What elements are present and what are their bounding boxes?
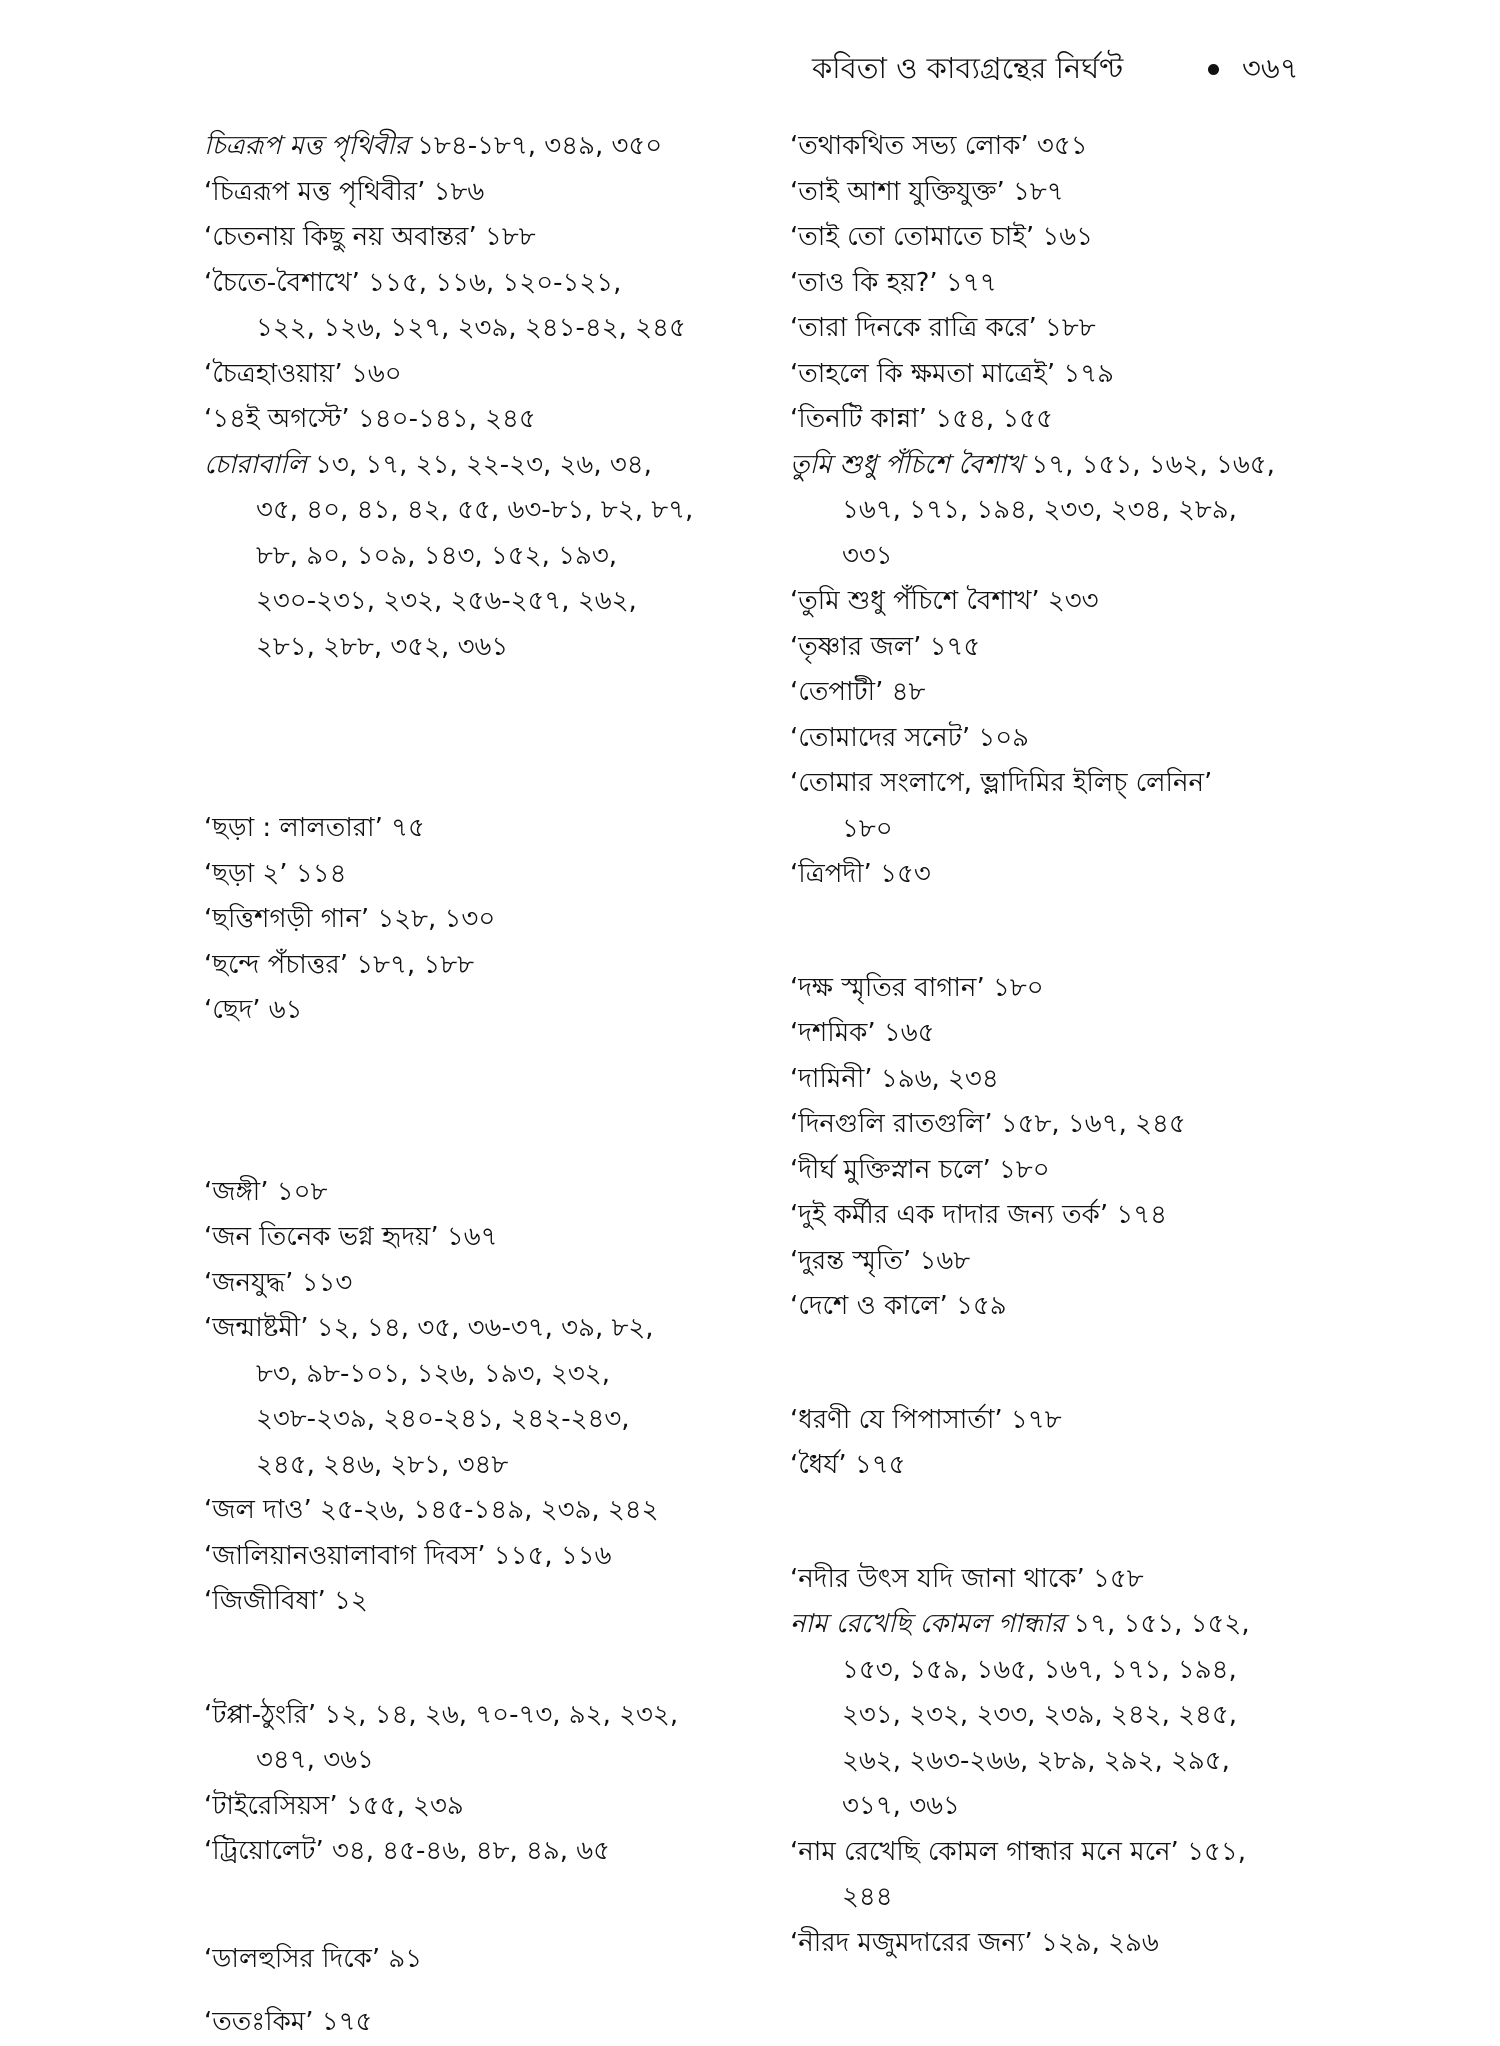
entry-title: ‘তোমার সংলাপে, ভ্লাদিমির ইলিচ্‌ লেনিন’ xyxy=(790,768,1213,798)
section-gap xyxy=(204,1982,764,2000)
entry-pages: ১৭৫ xyxy=(921,631,981,662)
entry-title: ‘টপ্পা-ঠুংরি’ xyxy=(204,1699,317,1730)
index-column-right xyxy=(790,124,1350,1966)
entry-title: ‘ছত্তিশগড়ী গান’ xyxy=(204,904,370,934)
entry-pages: ১৭৯ xyxy=(1055,358,1115,389)
index-entry xyxy=(204,443,764,671)
entry-continuation: ৮৮, ৯০, ১০৯, ১৪৩, ১৫২, ১৯৩, xyxy=(256,540,618,571)
entry-title: ‘জনযুদ্ধ’ xyxy=(204,1267,294,1298)
entry-continuation: ১৮০ xyxy=(842,813,893,844)
entry-pages: ১৫৪, ১৫৫ xyxy=(926,404,1054,434)
entry-pages: ১৭৫ xyxy=(846,1450,906,1480)
entry-title: ‘ত্রিপদী’ xyxy=(790,859,872,889)
section-gap xyxy=(790,1330,1350,1398)
entry-pages: ১২, ১৪, ৩৫, ৩৬-৩৭, ৩৯, ৮২, xyxy=(308,1313,654,1343)
entry-title: ‘দিনগুলি রাতগুলি’ xyxy=(790,1109,993,1139)
entry-title: ‘তাহলে কি ক্ষমতা মাত্রেই’ xyxy=(790,358,1056,389)
entry-title: ‘তথাকথিত সভ্য লোক’ xyxy=(790,131,1029,161)
entry-title: ‘ধৈর্য’ xyxy=(790,1450,847,1480)
entry-pages: ১১৪ xyxy=(287,858,347,889)
entry-title: ‘ছড়া : লালতারা’ xyxy=(204,813,383,843)
index-entry xyxy=(204,1306,764,1488)
bullet-separator xyxy=(1208,64,1219,75)
entry-pages: ২৩৩ xyxy=(1039,586,1099,616)
index-entry xyxy=(790,1443,1350,1489)
entry-continuation: ৩৪৭, ৩৬১ xyxy=(256,1745,374,1775)
index-entry xyxy=(790,852,1350,898)
section-gap xyxy=(204,670,764,738)
entry-pages: ১৬০ xyxy=(342,358,402,389)
entry-title: ‘তাও কি হয়?’ xyxy=(790,267,938,298)
entry-title: চিত্ররূপ মত্ত পৃথিবীর xyxy=(204,131,409,161)
entry-title: ‘তাই তো তোমাতে চাই’ xyxy=(790,222,1035,252)
entry-title: ‘দশমিক’ xyxy=(790,1018,876,1048)
index-entry xyxy=(204,1579,764,1625)
entry-continuation: ১৬৭, ১৭১, ১৯৪, ২৩৩, ২৩৪, ২৮৯, xyxy=(842,495,1237,525)
entry-pages: ১২ xyxy=(325,1586,368,1616)
index-entry xyxy=(204,1170,764,1216)
index-entry xyxy=(204,1693,764,1784)
running-header xyxy=(790,46,1330,90)
entry-title: ‘ছন্দে পঁচাত্তর’ xyxy=(204,949,348,980)
section-gap xyxy=(204,1102,764,1170)
entry-pages: ১৭৭ xyxy=(937,267,997,298)
entry-pages: ১৯৬, ২৩৪ xyxy=(872,1063,999,1094)
index-entry xyxy=(204,352,764,398)
entry-title: ‘জিজীবিষা’ xyxy=(204,1586,326,1616)
index-entry xyxy=(790,352,1350,398)
entry-pages: ৬১ xyxy=(260,995,303,1025)
entry-pages: ১৮৬ xyxy=(425,176,485,207)
entry-pages: ১১৩ xyxy=(293,1267,353,1298)
entry-pages: ১১৫, ১১৬, ১২০-১২১, xyxy=(359,267,622,298)
entry-pages: ১৭৫ xyxy=(313,2007,373,2037)
entry-pages: ১৮৭ xyxy=(1004,176,1064,207)
entry-pages: ৩৫১ xyxy=(1028,131,1088,161)
index-entry xyxy=(790,761,1350,852)
index-entry xyxy=(790,1398,1350,1444)
entry-pages: ১৮৭, ১৮৮ xyxy=(347,949,475,980)
entry-pages: ১২৯, ২৯৬ xyxy=(1032,1927,1159,1958)
entry-pages: ৯১ xyxy=(380,1943,423,1974)
index-entry xyxy=(790,966,1350,1012)
index-column-left xyxy=(204,124,764,2046)
entry-title: ‘ততঃকিম’ xyxy=(204,2007,314,2037)
entry-title: ‘ধরণী যে পিপাসার্তা’ xyxy=(790,1404,1003,1435)
entry-title: তুমি শুধু পঁচিশে বৈশাখ xyxy=(790,449,1024,480)
index-entry xyxy=(204,1488,764,1534)
entry-title: ‘দীর্ঘ মুক্তিস্নান চলে’ xyxy=(790,1154,991,1185)
entry-title: ‘টাইরেসিয়স’ xyxy=(204,1790,338,1821)
index-entry xyxy=(790,1011,1350,1057)
entry-title: ‘জঙ্গী’ xyxy=(204,1176,269,1207)
entry-pages: ১৭, ১৫১, ১৬২, ১৬৫, xyxy=(1023,449,1275,480)
entry-title: চোরাবালি xyxy=(204,449,307,480)
index-entry xyxy=(790,579,1350,625)
entry-continuation: ৩৩১ xyxy=(842,540,893,571)
section-gap xyxy=(204,738,764,806)
entry-continuation: ২৪৪ xyxy=(842,1882,893,1912)
index-entry xyxy=(204,943,764,989)
index-entry xyxy=(790,124,1350,170)
index-entry xyxy=(204,988,764,1034)
entry-continuation: ৩৫, ৪০, ৪১, ৪২, ৫৫, ৬৩-৮১, ৮২, ৮৭, xyxy=(256,495,694,525)
entry-pages: ২৫-২৬, ১৪৫-১৪৯, ২৩৯, ২৪২ xyxy=(311,1495,659,1525)
index-entry xyxy=(790,1602,1350,1830)
index-entry xyxy=(790,215,1350,261)
entry-title: ‘চিত্ররূপ মত্ত পৃথিবীর’ xyxy=(204,176,426,207)
entry-pages: ১৪০-১৪১, ২৪৫ xyxy=(349,404,536,434)
entry-title: নাম রেখেছি কোমল গান্ধার xyxy=(790,1609,1065,1639)
entry-title: ‘১৪ই অগস্টে’ xyxy=(204,404,350,434)
entry-pages: ১৭৪ xyxy=(1108,1200,1168,1230)
index-entry xyxy=(790,1557,1350,1603)
entry-title: ‘তোমাদের সনেট’ xyxy=(790,722,971,753)
index-entry xyxy=(790,170,1350,216)
entry-title: ‘চৈতে-বৈশাখে’ xyxy=(204,267,360,298)
entry-pages: ১৬৫ xyxy=(875,1018,935,1048)
entry-continuation: ১২২, ১২৬, ১২৭, ২৩৯, ২৪১-৪২, ২৪৫ xyxy=(256,313,686,343)
index-entry xyxy=(204,261,764,352)
entry-title: ‘নাম রেখেছি কোমল গান্ধার মনে মনে’ xyxy=(790,1836,1179,1867)
entry-pages: ১০৯ xyxy=(970,722,1030,753)
index-entry xyxy=(790,1193,1350,1239)
section-gap xyxy=(790,1489,1350,1557)
index-entry xyxy=(204,1784,764,1830)
entry-title: ‘জল দাও’ xyxy=(204,1495,312,1525)
entry-pages: ১৮৪-১৮৭, ৩৪৯, ৩৫০ xyxy=(408,131,663,161)
entry-title: ‘ছড়া ২’ xyxy=(204,858,288,889)
index-entry xyxy=(204,215,764,261)
section-gap xyxy=(204,1034,764,1102)
entry-continuation: ২৪৫, ২৪৬, ২৮১, ৩৪৮ xyxy=(256,1449,509,1480)
entry-pages: ৪৮ xyxy=(883,677,926,707)
entry-continuation: ১৫৩, ১৫৯, ১৬৫, ১৬৭, ১৭১, ১৯৪, xyxy=(842,1654,1237,1685)
entry-continuation: ৩১৭, ৩৬১ xyxy=(842,1791,960,1821)
index-entry xyxy=(204,397,764,443)
index-entry xyxy=(790,1057,1350,1103)
index-entry xyxy=(790,1921,1350,1967)
index-entry xyxy=(790,1830,1350,1921)
entry-pages: ৩৪, ৪৫-৪৬, ৪৮, ৪৯, ৬৫ xyxy=(323,1836,611,1866)
index-entry xyxy=(790,261,1350,307)
index-entry xyxy=(204,897,764,943)
entry-pages: ১৫১, xyxy=(1178,1836,1246,1867)
entry-continuation: ২৩৮-২৩৯, ২৪০-২৪১, ২৪২-২৪৩, xyxy=(256,1404,630,1434)
section-gap xyxy=(204,1625,764,1693)
section-gap xyxy=(204,1875,764,1937)
entry-title: ‘ডালহুসির দিকে’ xyxy=(204,1943,381,1974)
index-entry xyxy=(204,852,764,898)
entry-title: ‘জালিয়ানওয়ালাবাগ দিবস’ xyxy=(204,1540,486,1571)
index-entry xyxy=(204,1937,764,1983)
entry-pages: ১৮০ xyxy=(990,1154,1050,1185)
index-entry xyxy=(204,806,764,852)
entry-title: ‘জন তিনেক ভগ্ন হৃদয়’ xyxy=(204,1222,439,1252)
index-entry xyxy=(790,716,1350,762)
index-entry xyxy=(790,1239,1350,1285)
index-entry xyxy=(790,670,1350,716)
entry-continuation: ২৬২, ২৬৩-২৬৬, ২৮৯, ২৯২, ২৯৫, xyxy=(842,1745,1230,1776)
entry-continuation: ২৩১, ২৩২, ২৩৩, ২৩৯, ২৪২, ২৪৫, xyxy=(842,1700,1238,1730)
index-entry xyxy=(204,1534,764,1580)
entry-continuation: ৮৩, ৯৮-১০১, ১২৬, ১৯৩, ২৩২, xyxy=(256,1358,610,1389)
entry-title: ‘চেতনায় কিছু নয় অবান্তর’ xyxy=(204,222,477,252)
entry-title: ‘তাই আশা যুক্তিযুক্ত’ xyxy=(790,176,1005,207)
index-entry xyxy=(204,124,764,170)
entry-pages: ১৫৯ xyxy=(947,1291,1007,1321)
index-entry xyxy=(790,1284,1350,1330)
entry-title: ‘নীরদ মজুমদারের জন্য’ xyxy=(790,1927,1033,1958)
entry-pages: ১৭৮ xyxy=(1002,1404,1062,1435)
entry-title: ‘জন্মাষ্টমী’ xyxy=(204,1313,309,1343)
entry-pages: ১৬৭ xyxy=(438,1222,498,1252)
entry-title: ‘ছেদ’ xyxy=(204,995,261,1025)
entry-title: ‘নদীর উৎস যদি জানা থাকে’ xyxy=(790,1563,1085,1594)
index-entry xyxy=(790,625,1350,671)
entry-pages: ১১৫, ১১৬ xyxy=(485,1540,612,1571)
index-entry xyxy=(790,397,1350,443)
running-title: কবিতা ও কাব্যগ্রন্থের নির্ঘণ্ট xyxy=(812,51,1124,85)
entry-continuation: ২৮১, ২৮৮, ৩৫২, ৩৬১ xyxy=(256,631,509,662)
entry-pages: ১৫৮, ১৬৭, ২৪৫ xyxy=(992,1109,1186,1139)
entry-pages: ১৫৩ xyxy=(871,859,931,889)
page-number: ৩৬৭ xyxy=(1242,51,1299,85)
entry-pages: ১৮৮ xyxy=(476,222,536,252)
index-entry xyxy=(204,1261,764,1307)
index-entry xyxy=(204,2000,764,2046)
index-entry xyxy=(204,1829,764,1875)
entry-title: ‘দুরন্ত স্মৃতি’ xyxy=(790,1245,912,1276)
entry-pages: ১৬৮ xyxy=(911,1245,971,1276)
entry-pages: ৭৫ xyxy=(382,813,425,843)
entry-pages: ১৬১ xyxy=(1034,222,1094,252)
entry-title: ‘দেশে ও কালে’ xyxy=(790,1291,948,1321)
entry-title: ‘তারা দিনকে রাত্রি করে’ xyxy=(790,313,1037,343)
entry-title: ‘তিনটি কান্না’ xyxy=(790,404,927,434)
index-entry xyxy=(790,1102,1350,1148)
entry-pages: ১০৮ xyxy=(268,1176,328,1207)
entry-title: ‘তেপাটী’ xyxy=(790,677,884,707)
entry-pages: ১৮৮ xyxy=(1036,313,1096,343)
entry-pages: ১৮০ xyxy=(984,972,1044,1003)
entry-pages: ১৩, ১৭, ২১, ২২-২৩, ২৬, ৩৪, xyxy=(306,449,652,480)
entry-pages: ১৭, ১৫১, ১৫২, xyxy=(1064,1609,1250,1639)
entry-title: ‘তুমি শুধু পঁচিশে বৈশাখ’ xyxy=(790,586,1040,616)
index-entry xyxy=(790,1148,1350,1194)
entry-pages: ১২৮, ১৩০ xyxy=(369,904,496,934)
index-entry xyxy=(790,306,1350,352)
index-entry xyxy=(204,1215,764,1261)
section-gap xyxy=(790,898,1350,966)
entry-pages: ১৫৮ xyxy=(1084,1563,1144,1594)
entry-pages: ১২, ১৪, ২৬, ৭০-৭৩, ৯২, ২৩২, xyxy=(316,1699,679,1730)
entry-title: ‘দামিনী’ xyxy=(790,1063,873,1094)
entry-continuation: ২৩০-২৩১, ২৩২, ২৫৬-২৫৭, ২৬২, xyxy=(256,586,637,616)
entry-title: ‘দুই কর্মীর এক দাদার জন্য তর্ক’ xyxy=(790,1200,1109,1230)
index-entry xyxy=(204,170,764,216)
entry-title: ‘দক্ষ স্মৃতির বাগান’ xyxy=(790,972,985,1003)
entry-title: ‘চৈত্রহাওয়ায়’ xyxy=(204,358,343,389)
index-entry xyxy=(790,443,1350,580)
entry-title: ‘তৃষ্ণার জল’ xyxy=(790,631,922,662)
entry-title: ‘ট্রিয়োলেট’ xyxy=(204,1836,324,1866)
entry-pages: ১৫৫, ২৩৯ xyxy=(337,1790,464,1821)
